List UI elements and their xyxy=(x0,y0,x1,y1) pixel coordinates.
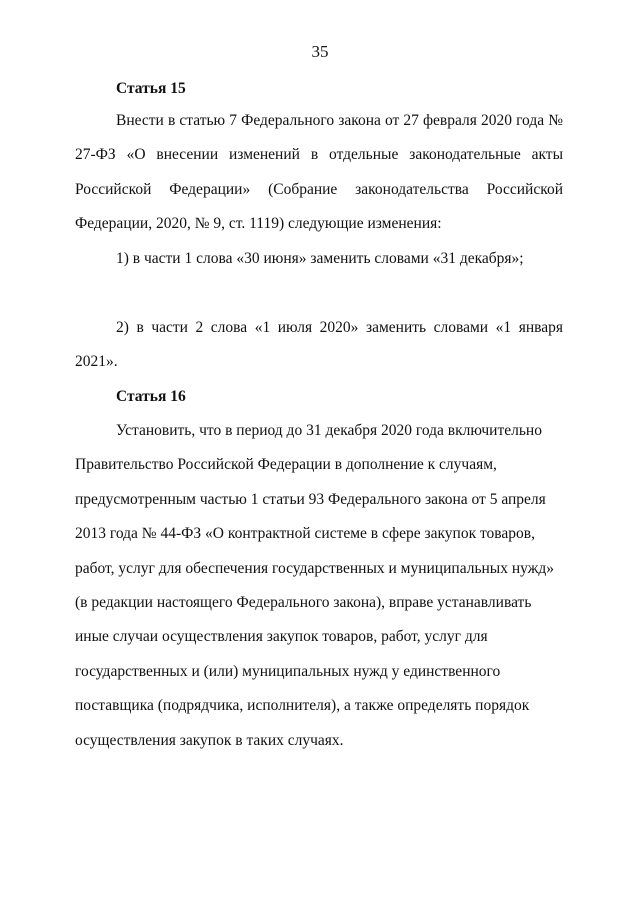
page-number: 35 xyxy=(311,42,329,61)
article-16-heading: Статья 16 xyxy=(116,388,186,405)
article-15-heading: Статья 15 xyxy=(116,80,186,97)
article-15-item-1: 1) в части 1 слова «30 июня» заменить словами «31 декабря»; xyxy=(116,250,524,267)
article-15-item-2: 2) в части 2 слова «1 июля 2020» заменить словами «1 января 2021». xyxy=(75,319,563,371)
article-15-intro: Внести в статью 7 Федерального закона от 27 февраля 2020 года № 27-ФЗ «О внесении изменений в отдельные законодательные акты Российской Федерации» (Собрание законодательства Российской Федерации, 2020, № 9, ст. 1119) следующие изменения: xyxy=(75,112,563,233)
article-16-text: Установить, что в период до 31 декабря 2020 года включительно Правительство Российской Федерации в дополнение к случаям, предусмотренным частью 1 статьи 93 Федерального закона от 5 апреля 2013 года № 44-ФЗ «О контрактной системе в сфере закупок товаров, работ, услуг для обеспечения государственных и муниципальных нужд» (в редакции настоящего Федерального закона), вправе устанавливать иные случаи осуществления закупок товаров, работ, услуг для государственных и (или) муниципальных нужд у единственного поставщика (подрядчика, исполнителя), а также определять порядок осуществления закупок в таких случаях. xyxy=(75,422,555,749)
